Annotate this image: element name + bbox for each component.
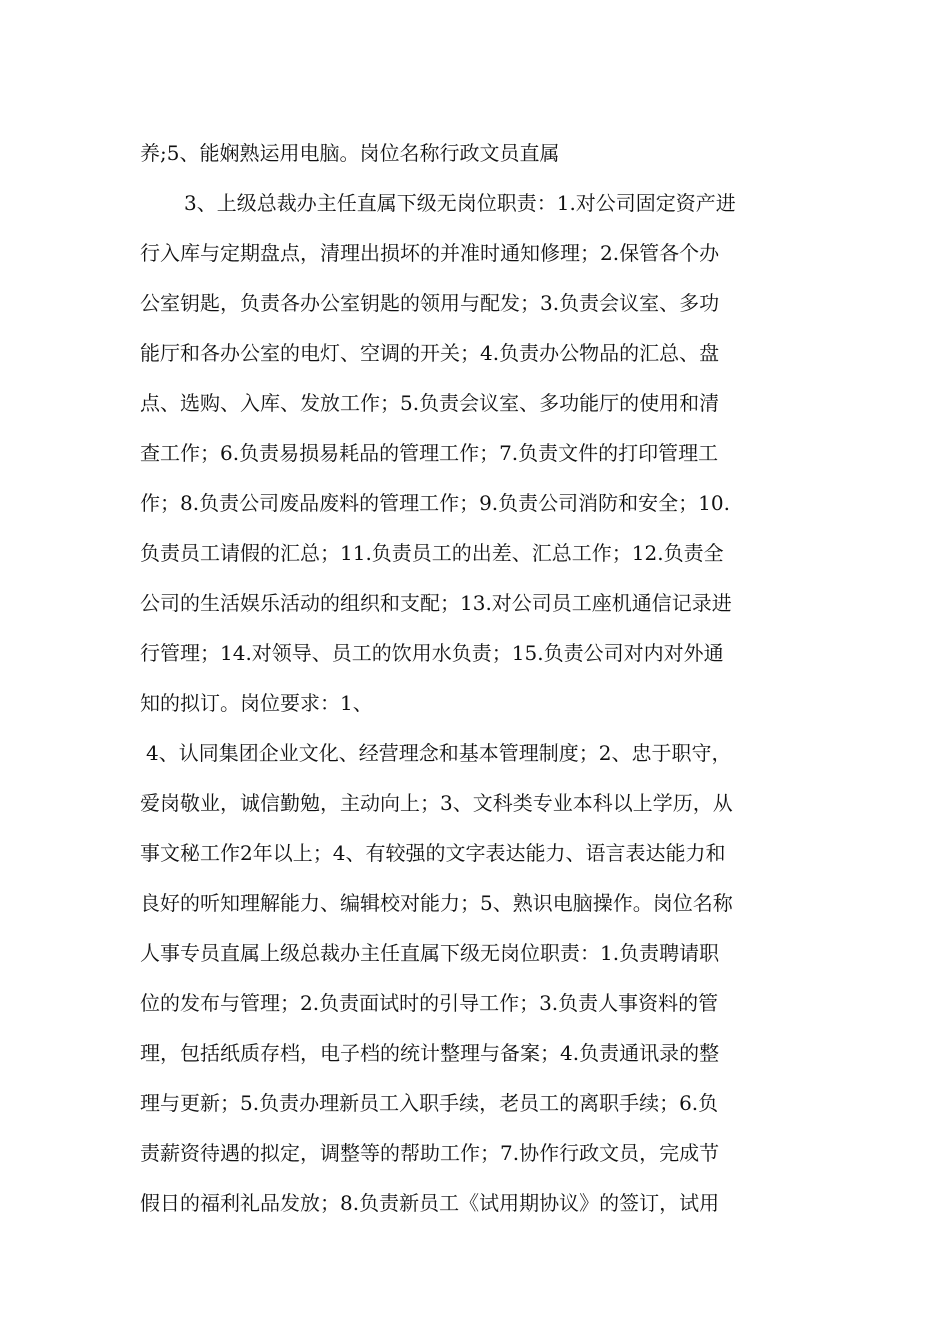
text-line: 位的发布与管理；2.负责面试时的引导工作；3.负责人事资料的管 — [140, 991, 719, 1015]
text-line: 理，包括纸质存档，电子档的统计整理与备案；4.负责通讯录的整 — [140, 1041, 720, 1065]
text-line: 人事专员直属上级总裁办主任直属下级无岗位职责：1.负责聘请职 — [140, 941, 720, 965]
text-line: 公室钥匙，负责各办公室钥匙的领用与配发；3.负责会议室、多功 — [140, 291, 720, 315]
text-line: 行入库与定期盘点，清理出损坏的并准时通知修理；2.保管各个办 — [140, 241, 720, 265]
document-body — [140, 128, 810, 1228]
text-line: 养;5、能娴熟运用电脑。岗位名称行政文员直属 — [140, 141, 560, 165]
text-line: 事文秘工作2年以上；4、有较强的文字表达能力、语言表达能力和 — [140, 841, 726, 865]
text-line: 爱岗敬业，诚信勤勉，主动向上；3、文科类专业本科以上学历，从 — [140, 791, 733, 815]
text-line: 行管理；14.对领导、员工的饮用水负责；15.负责公司对内对外通 — [140, 641, 724, 665]
text-line: 点、选购、入库、发放工作；5.负责会议室、多功能厅的使用和清 — [140, 391, 720, 415]
text-line: 负责员工请假的汇总；11.负责员工的出差、汇总工作；12.负责全 — [140, 541, 724, 565]
text-line: 良好的听知理解能力、编辑校对能力；5、熟识电脑操作。岗位名称 — [140, 891, 733, 915]
text-line: 作；8.负责公司废品废料的管理工作；9.负责公司消防和安全；10. — [140, 491, 730, 515]
text-line: 理与更新；5.负责办理新员工入职手续，老员工的离职手续；6.负 — [140, 1091, 719, 1115]
text-line: 知的拟订。岗位要求：1、 — [140, 691, 373, 715]
text-line: 3、上级总裁办主任直属下级无岗位职责：1.对公司固定资产进 — [184, 191, 736, 215]
text-line: 假日的福利礼品发放；8.负责新员工《试用期协议》的签订，试用 — [140, 1191, 720, 1215]
text-line: 4、认同集团企业文化、经营理念和基本管理制度；2、忠于职守， — [146, 741, 732, 765]
text-line: 公司的生活娱乐活动的组织和支配；13.对公司员工座机通信记录进 — [140, 591, 732, 615]
text-line: 查工作；6.负责易损易耗品的管理工作；7.负责文件的打印管理工 — [140, 441, 719, 465]
text-line: 责薪资待遇的拟定，调整等的帮助工作；7.协作行政文员，完成节 — [140, 1141, 720, 1165]
text-line: 能厅和各办公室的电灯、空调的开关；4.负责办公物品的汇总、盘 — [140, 341, 720, 365]
